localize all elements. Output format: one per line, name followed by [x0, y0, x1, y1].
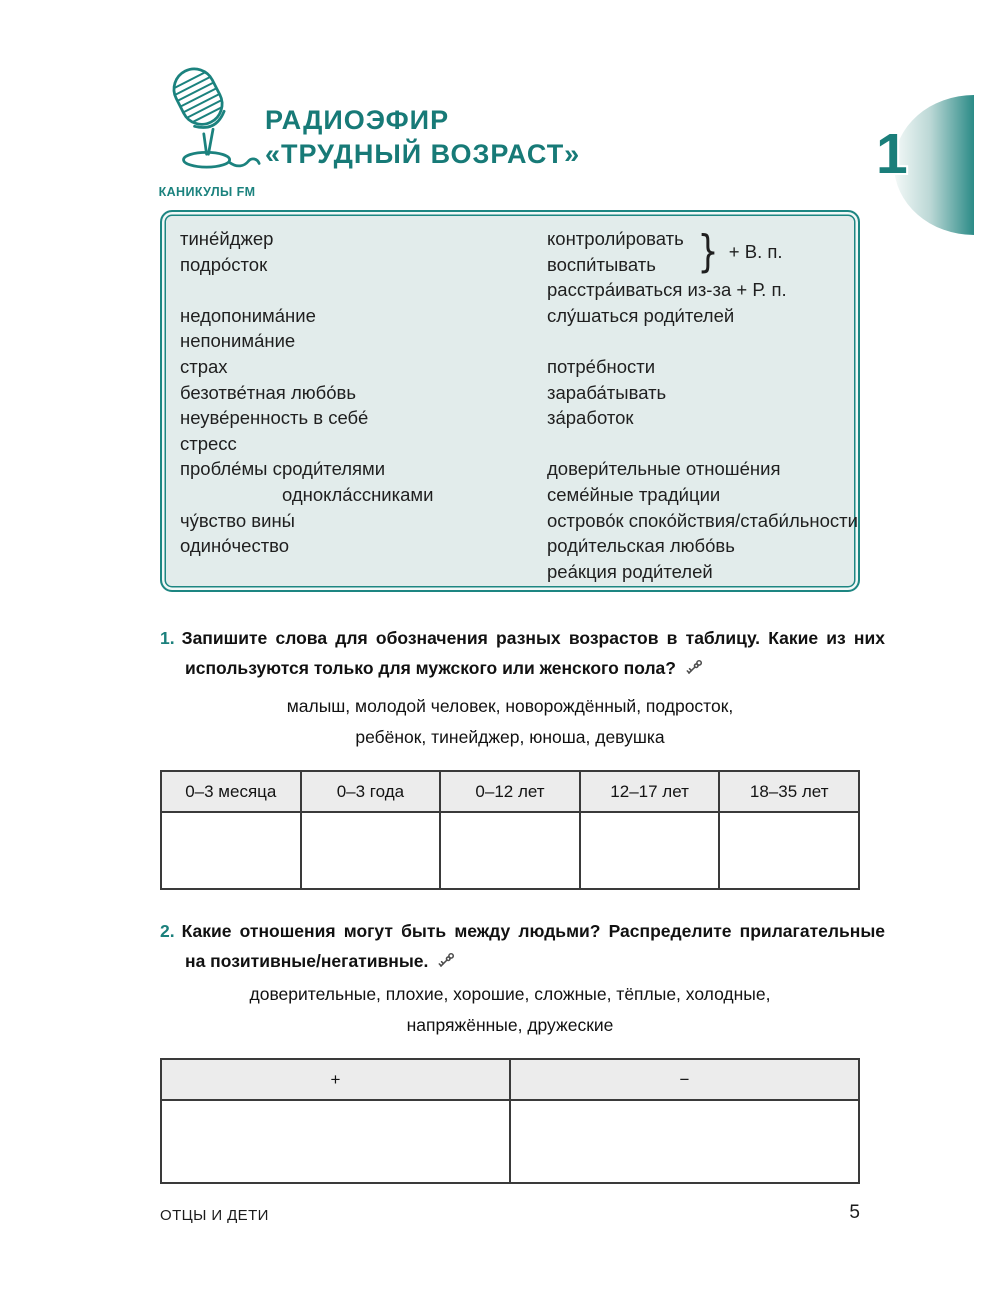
age-table-empty-cell — [719, 812, 859, 889]
exercise-2-text: Какие отношения могут быть между людьми? Распределите прилагательные на позитивные/негативные. — [181, 921, 885, 971]
word-bank-line: напряжённые, дружеские — [406, 1015, 614, 1035]
vocab-problems-prefix: пробле́мы с — [180, 458, 282, 480]
vocab-item: зараба́тывать — [547, 381, 667, 403]
vocab-item: подро́сток — [180, 253, 268, 275]
page-title-line2: «ТРУДНЫЙ ВОЗРАСТ» — [265, 139, 581, 169]
age-table-empty-cell — [161, 812, 301, 889]
word-bank-line: ребёнок, тинейджер, юноша, девушка — [355, 727, 665, 747]
vocab-spacer — [180, 559, 547, 585]
polarity-table-empty-cell — [510, 1100, 859, 1183]
vocab-brace-words — [547, 226, 684, 277]
exercise-1-text: Запишите слова для обозначения разных возрастов в таблицу. Какие из них используются только для мужского или женского пола? — [181, 628, 885, 678]
age-table-header-cell: 0–3 года — [301, 771, 441, 812]
vocab-spacer — [547, 431, 858, 457]
word-bank-line: малыш, молодой человек, новорождённый, подросток, — [286, 696, 734, 716]
exercise-1-number: 1. — [160, 628, 175, 648]
microphone-icon — [150, 62, 265, 180]
exercise-1-word-bank — [160, 691, 860, 753]
exercise-2-number: 2. — [160, 921, 175, 941]
vocab-column-left — [180, 226, 547, 590]
polarity-table — [160, 1058, 860, 1184]
vocab-spacer — [547, 328, 858, 354]
exercise-2-heading — [160, 916, 885, 976]
vocab-item: страх — [180, 355, 228, 377]
polarity-table-header-minus: − — [510, 1059, 859, 1100]
vocab-item: одино́чество — [180, 535, 290, 557]
vocab-item: за́работок — [547, 407, 634, 429]
age-table-empty-cell — [440, 812, 580, 889]
age-table-row — [161, 812, 859, 889]
vocab-item: однокла́ссниками — [282, 483, 434, 505]
vocab-item: довери́тельные отноше́ния — [547, 458, 781, 480]
page-title-line1: РАДИОЭФИР — [265, 105, 450, 135]
vocabulary-box — [160, 210, 860, 592]
vocab-item: стресс — [180, 432, 237, 454]
vocab-item: неуве́ренность в себе́ — [180, 407, 369, 429]
vocab-item: слу́шаться роди́телей — [547, 304, 735, 326]
vocab-item: реа́кция роди́телей — [547, 560, 713, 582]
vocab-item: чу́вство вины́ — [180, 509, 295, 531]
key-icon — [436, 950, 457, 971]
vocab-item: непонима́ние — [180, 330, 296, 352]
page-title — [265, 103, 580, 171]
vocab-item: потре́бности — [547, 355, 656, 377]
vocab-item: семе́йные тради́ции — [547, 483, 721, 505]
polarity-table-row — [161, 1100, 859, 1183]
vocab-brace-group — [547, 226, 858, 277]
vocab-problems-word1: роди́телями — [282, 458, 386, 480]
polarity-table-empty-cell — [161, 1100, 510, 1183]
page-footer — [160, 1202, 860, 1224]
age-table-header-cell: 0–3 месяца — [161, 771, 301, 812]
age-table-header-cell: 0–12 лет — [440, 771, 580, 812]
vocab-item: расстра́иваться из-за + Р. п. — [547, 279, 787, 301]
vocab-column-right — [547, 226, 858, 590]
word-bank-line: доверительные, плохие, хорошие, сложные, тёплые, холодные, — [249, 984, 771, 1004]
vocab-item: воспи́тывать — [547, 253, 656, 275]
chapter-number: 1 — [876, 122, 908, 186]
age-table — [160, 770, 860, 890]
vocab-item: острово́к споко́йствия/стаби́льности — [547, 509, 858, 531]
vocab-item: безотве́тная любо́вь — [180, 381, 356, 403]
age-table-header-cell: 12–17 лет — [580, 771, 720, 812]
vocab-item-problems — [180, 456, 547, 482]
footer-section-title: ОТЦЫ И ДЕТИ — [160, 1207, 269, 1224]
key-icon — [684, 657, 705, 678]
vocab-item: контроли́ровать — [547, 228, 684, 249]
age-table-header-cell: 18–35 лет — [719, 771, 859, 812]
age-table-header-row — [161, 771, 859, 812]
logo-caption: КАНИКУЛЫ FM — [158, 185, 256, 199]
vocab-case-label: + В. п. — [728, 240, 783, 262]
vocab-spacer — [180, 277, 547, 303]
vocab-item: роди́тельская любо́вь — [547, 535, 735, 557]
age-table-empty-cell — [580, 812, 720, 889]
polarity-table-header-row — [161, 1059, 859, 1100]
exercise-2-word-bank — [160, 979, 860, 1041]
vocab-item: недопонима́ние — [180, 304, 316, 326]
vocab-item: тине́йджер — [180, 228, 274, 249]
brace-icon: } — [697, 225, 719, 277]
polarity-table-header-plus: + — [161, 1059, 510, 1100]
radio-logo — [142, 62, 272, 199]
exercise-1-heading — [160, 623, 885, 683]
age-table-empty-cell — [301, 812, 441, 889]
page-number: 5 — [849, 1202, 860, 1223]
